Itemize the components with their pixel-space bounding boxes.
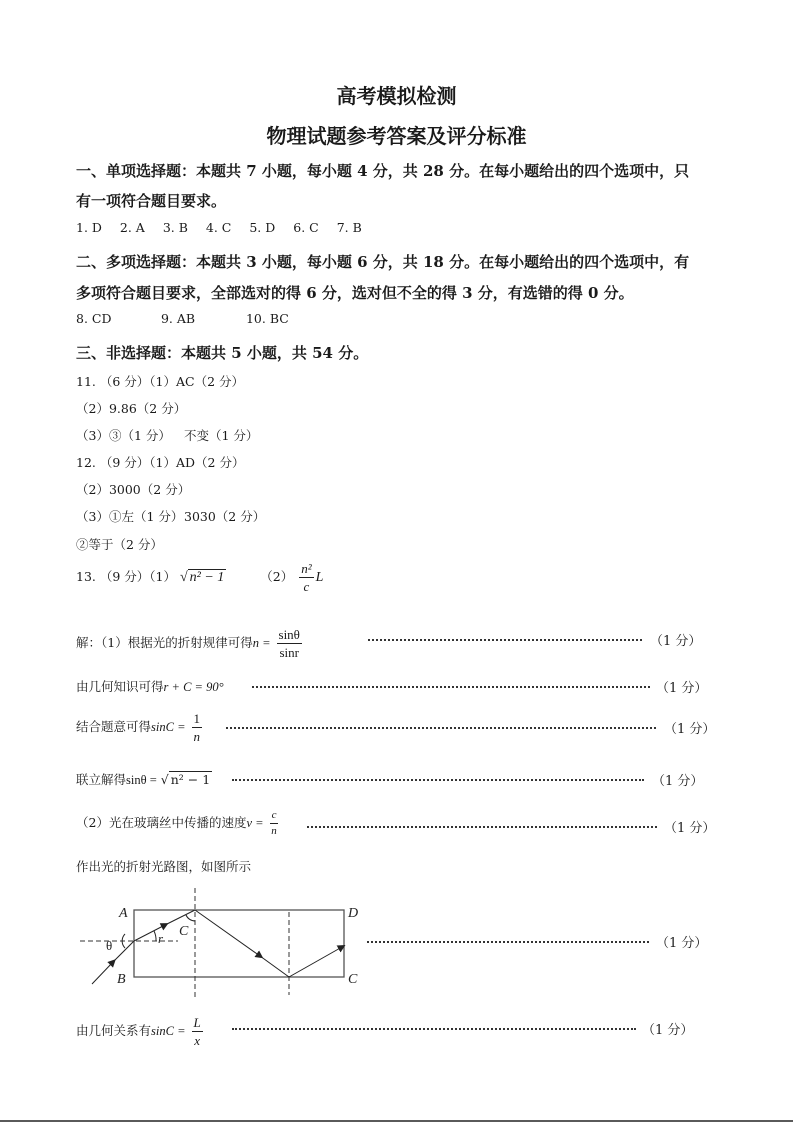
label-C-angle: C — [179, 924, 189, 939]
answer-5: 5. D — [249, 220, 276, 235]
score-step1: （1 分） — [650, 634, 702, 649]
q13-part2-label: （2） — [260, 569, 294, 584]
q13-step2: 由几何知识可得r + C = 90° — [76, 679, 224, 694]
q12-line3-part1: （3）①左（1 分） — [76, 509, 184, 524]
step1-fraction: $\frac{\sin\theta}{\sin r}$ — [278, 627, 300, 660]
section1-heading-line2: 有一项符合题目要求。 — [76, 192, 227, 210]
section3-heading: 三、非选择题：本题共 5 小题，共 54 分。 — [76, 344, 369, 362]
answer-3: 3. B — [162, 220, 188, 235]
label-r: r — [158, 931, 164, 946]
label-D: D — [348, 906, 359, 921]
label-A: A — [119, 906, 128, 921]
q13-step8: 由几何关系有sinC = $\frac{L}{x}$ — [76, 1015, 201, 1048]
step8-fraction: $\frac{L}{x}$ — [193, 1015, 201, 1048]
step4-radicand: n² − 1 — [170, 772, 211, 787]
q13-answer1-radicand: n² − 1 — [189, 570, 225, 585]
q12-line3-part2: 3030（2 分） — [184, 509, 266, 524]
label-theta: θ — [106, 938, 113, 953]
score-step8: （1 分） — [642, 1023, 694, 1038]
c-arc — [186, 915, 195, 921]
q13-step4: 联立解得sinθ = √ n² − 1 — [76, 772, 211, 787]
q13-answers: 13. （9 分）（1） √ n² − 1 （2） $\frac{\text{n²}}{c}$ L — [76, 561, 324, 594]
answer-7: 7. B — [336, 220, 362, 235]
section2-heading-line2: 多项符合题目要求，全部选对的得 6 分，选对但不全的得 3 分，有选错的得 0 分。 — [76, 284, 634, 302]
q12-line1: 12. （9 分）（1）AD（2 分） — [76, 455, 245, 470]
r-arc — [154, 931, 156, 941]
refracted-ray-b — [165, 910, 195, 925]
incident-ray-a — [92, 962, 113, 984]
q11-line2: （2）9.86（2 分） — [76, 401, 187, 416]
label-B: B — [117, 972, 126, 987]
document-subtitle: 物理试题参考答案及评分标准 — [266, 124, 527, 148]
q13-answer1: √ n² − 1 — [179, 570, 225, 585]
section1-heading-line1: 一、单项选择题：本题共 7 小题，每小题 4 分，共 28 分。在每小题给出的四个选项中，只 — [76, 162, 690, 180]
q11-line3-part2: 不变（1 分） — [184, 428, 259, 443]
reflected-ray-1a — [195, 910, 260, 956]
q13-label: 13. （9 分）（1） — [76, 569, 176, 584]
q13-step5: （2）光在玻璃丝中传播的速度v = $\frac{c}{n}$ — [76, 809, 277, 837]
leader-dots — [232, 1028, 636, 1030]
reflected-ray-1b — [260, 956, 289, 977]
answer-8: 8. CD — [76, 311, 112, 326]
score-step3: （1 分） — [664, 722, 716, 737]
q11-line1: 11. （6 分）（1）AC（2 分） — [76, 374, 244, 389]
q13-step3: 结合题意可得sinC = $\frac{1}{n}$ — [76, 711, 200, 744]
answer-9: 9. AB — [160, 311, 196, 326]
step5-fraction: $\frac{c}{n}$ — [271, 809, 277, 837]
step3-fraction: $\frac{1}{n}$ — [193, 711, 200, 744]
score-step4: （1 分） — [652, 774, 704, 789]
glass-rectangle — [134, 910, 344, 977]
answer-4: 4. C — [205, 220, 232, 235]
score-step5: （1 分） — [664, 821, 716, 836]
incident-ray-b — [113, 941, 134, 962]
answer-2: 2. A — [119, 220, 145, 235]
answer-10: 10. BC — [245, 311, 289, 326]
score-step2: （1 分） — [656, 681, 708, 696]
answer-1: 1. D — [76, 220, 102, 235]
q13-step1: 解：（1）根据光的折射规律可得n = $\frac{\sin\theta}{\sin r}$ — [76, 627, 300, 660]
q13-step6: 作出光的折射光路图，如图所示 — [76, 859, 252, 874]
reflected-ray-2 — [289, 947, 342, 977]
q11-line3-part1: （3）③（1 分） — [76, 428, 171, 443]
section2-heading-line1: 二、多项选择题：本题共 3 小题，每小题 6 分，共 18 分。在每小题给出的四个选项中，有 — [76, 253, 690, 271]
answer-6: 6. C — [293, 220, 319, 235]
leader-dots — [367, 941, 649, 943]
q13-answer2-fraction: $\frac{\text{n²}}{c}$ — [301, 561, 312, 594]
score-diagram: （1 分） — [656, 936, 708, 951]
label-C-corner: C — [348, 972, 358, 987]
q12-line2: （2）3000（2 分） — [76, 482, 191, 497]
document-title: 高考模拟检测 — [336, 84, 457, 108]
q12-line4: ②等于（2 分） — [76, 537, 163, 552]
